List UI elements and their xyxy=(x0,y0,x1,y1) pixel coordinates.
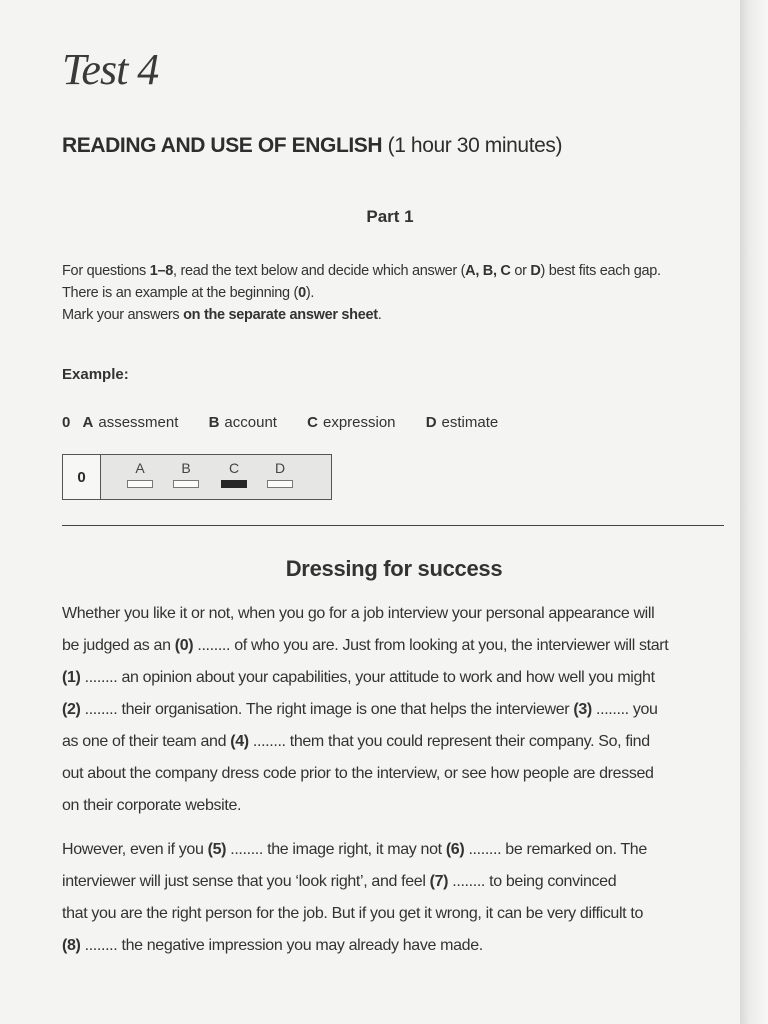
passage-line xyxy=(62,598,752,630)
passage-line xyxy=(62,898,752,930)
section-duration: (1 hour 30 minutes) xyxy=(387,134,563,157)
passage-text: ........ an opinion about your capabilities, your attitude to work and how well you might xyxy=(80,669,655,686)
passage-line xyxy=(62,758,752,790)
answer-bubble-d: D xyxy=(265,459,295,488)
gap-number: (7) xyxy=(429,873,449,890)
passage-text: ........ the image right, it may not xyxy=(226,841,446,858)
passage-text: ........ of who you are. Just from looking at you, the interviewer will start xyxy=(193,637,669,654)
example-number: 0 xyxy=(62,414,71,431)
example-option-d: D estimate xyxy=(425,414,499,431)
passage-text: as one of their team and xyxy=(62,733,231,750)
answer-bubble-mark xyxy=(127,480,153,488)
gap-number: (0) xyxy=(174,637,194,654)
answer-bubble-mark xyxy=(267,480,293,488)
gap-number: (1) xyxy=(62,669,81,686)
example-answer-grid xyxy=(62,454,332,500)
passage-text: ........ to being convinced xyxy=(448,873,617,890)
instruction-line-1: For questions 1–8, read the text below and decide which answer (A, B, C or D) best fits each gap. xyxy=(62,263,661,279)
answer-grid-bubbles xyxy=(101,455,331,499)
passage-text: However, even if you xyxy=(62,841,208,858)
passage-line xyxy=(62,694,752,726)
passage-text: be judged as an xyxy=(62,637,175,654)
example-option-c: C expression xyxy=(307,414,396,431)
passage-line xyxy=(62,726,752,758)
passage-line xyxy=(62,834,752,866)
passage-text: out about the company dress code prior to the interview, or see how people are dressed xyxy=(62,765,654,782)
answer-bubble-a: A xyxy=(125,459,155,488)
passage-text: on their corporate website. xyxy=(62,797,242,814)
example-option-b: B account xyxy=(208,414,277,431)
instructions xyxy=(62,260,742,326)
passage-text: interviewer will just sense that you ‘look right’, and feel xyxy=(62,873,430,890)
example-options xyxy=(62,412,524,434)
passage-line xyxy=(62,866,752,898)
passage-text: ........ the negative impression you may already have made. xyxy=(80,937,483,954)
passage-text: that you are the right person for the job. But if you get it wrong, it can be very difficult to xyxy=(62,905,644,922)
test-title: Test 4 xyxy=(62,45,159,94)
instruction-line-3: Mark your answers on the separate answer sheet. xyxy=(62,307,382,323)
passage-paragraph-2 xyxy=(62,834,752,962)
divider-rule xyxy=(62,525,724,526)
passage-text: ........ be remarked on. The xyxy=(464,841,647,858)
passage-line xyxy=(62,630,752,662)
gap-number: (5) xyxy=(207,841,227,858)
section-heading xyxy=(62,132,562,160)
answer-bubble-mark xyxy=(221,480,247,488)
instruction-line-2: There is an example at the beginning (0). xyxy=(62,285,315,301)
passage-line xyxy=(62,930,752,962)
gap-number: (4) xyxy=(230,733,249,750)
passage-line xyxy=(62,662,752,694)
passage-text: ........ you xyxy=(591,701,658,718)
gap-number: (6) xyxy=(445,841,465,858)
answer-bubble-c: C xyxy=(219,459,249,488)
gap-number: (2) xyxy=(62,701,81,718)
example-option-a: A assessment xyxy=(82,414,179,431)
text-title: Dressing for success xyxy=(285,556,503,581)
passage-text: ........ their organisation. The right image is one that helps the interviewer xyxy=(80,701,574,718)
passage-text: Whether you like it or not, when you go for a job interview your personal appearance will xyxy=(62,605,655,622)
passage-paragraph-1 xyxy=(62,598,752,822)
gap-number: (3) xyxy=(573,701,592,718)
answer-bubble-b: B xyxy=(171,459,201,488)
answer-grid-number: 0 xyxy=(63,455,101,499)
passage-text: ........ them that you could represent their company. So, find xyxy=(248,733,650,750)
reading-passage xyxy=(62,598,752,962)
section-name: READING AND USE OF ENGLISH xyxy=(62,134,383,157)
example-label: Example: xyxy=(62,366,129,383)
passage-line xyxy=(62,790,752,822)
part-label: Part 1 xyxy=(366,207,414,226)
page-edge-shadow xyxy=(740,0,768,1024)
answer-bubble-mark xyxy=(173,480,199,488)
gap-number: (8) xyxy=(62,937,81,954)
